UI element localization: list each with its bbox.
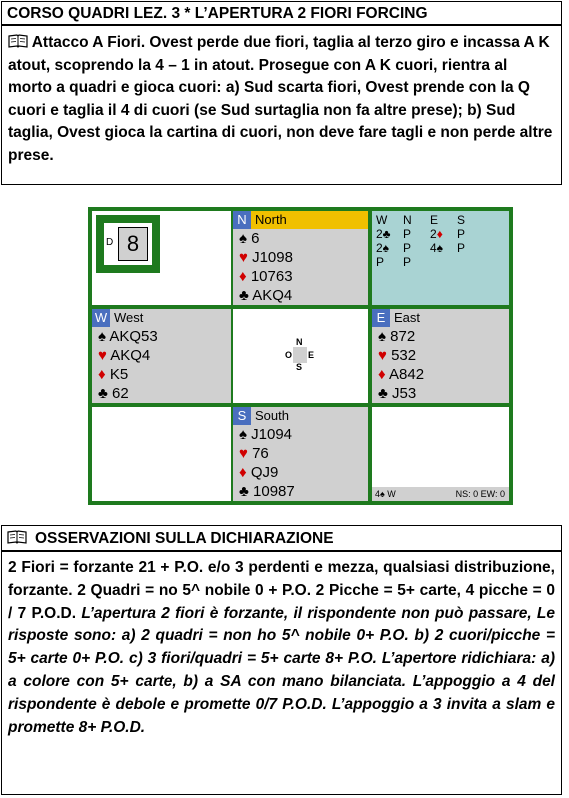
auction-call: P — [457, 227, 466, 241]
section-body-plain: 2 Fiori = forzante 21 + P.O. e/o 3 perdenti e mezza, qualsiasi distribuzione, forzante. 2 Quadri = no 5^ nobile 0 + P.O. 2 Picche = 5+ carte, 4 picche = 0 / 7 P.O.D. — [8, 559, 555, 622]
club-icon: ♣ — [378, 385, 388, 402]
west-hearts: AKQ4 — [110, 347, 151, 364]
north-hand — [233, 211, 368, 305]
section-body-italic: L’apertura 2 fiori è forzante, il rispondente non può passare, Le risposte sono: a) 2 quadri = non ho 5^ nobile 0+ P.O. b) 2 cuori/picche = 5+ carte 0+ P.O. c) 3 fiori/quadri = 5+ carte 8+ P.O. L’apertore ridichiara: a) a colore con 5+ carte, b) a SA con mano bilanciata. L’appoggio a 4 del rispondente è debole e promette 0/7 P.O.D. L’appoggio a 3 invita a slam e promette 8+ P.O.D. — [8, 604, 556, 736]
heart-icon: ♥ — [98, 347, 107, 364]
result-cell — [372, 407, 509, 501]
dealer-label: D — [106, 237, 114, 248]
auction-call: 4♠ — [430, 241, 444, 255]
auction-call — [430, 255, 457, 269]
board-number: 8 — [118, 227, 148, 261]
east-seat-badge: E — [372, 309, 390, 327]
vulnerability: NS: 0 EW: 0 — [455, 489, 505, 499]
north-hearts: J1098 — [252, 249, 293, 266]
empty-cell — [92, 407, 231, 501]
south-clubs: 10987 — [253, 483, 295, 500]
auction-call: P — [403, 227, 412, 241]
diamond-icon: ♦ — [378, 366, 386, 383]
compass-n: N — [296, 337, 303, 347]
auction-call — [457, 255, 484, 269]
auction-header: S — [457, 213, 466, 227]
auction-call: 2♦ — [430, 227, 443, 241]
diamond-icon: ♦ — [98, 366, 106, 383]
south-diamonds: QJ9 — [250, 464, 279, 481]
intro-paragraph — [1, 25, 562, 185]
club-icon: ♣ — [239, 483, 249, 500]
heart-icon: ♥ — [239, 445, 248, 462]
contract: 4♠ W — [375, 489, 396, 499]
bridge-deal-diagram — [88, 207, 513, 505]
east-name: East — [394, 310, 421, 325]
club-icon: ♣ — [239, 287, 249, 304]
south-hand — [233, 407, 368, 501]
east-hand — [372, 309, 509, 403]
north-diamonds: 10763 — [250, 268, 293, 285]
page-title: CORSO QUADRI LEZ. 3 * L’APERTURA 2 FIORI FORCING — [1, 1, 562, 25]
auction-call: P — [403, 241, 412, 255]
west-diamonds: K5 — [109, 366, 129, 383]
auction-call: 2♠ — [376, 241, 390, 255]
south-hearts: 76 — [252, 445, 269, 462]
east-diamonds: A842 — [389, 366, 425, 383]
auction-call: P — [457, 241, 466, 255]
compass-e: E — [308, 350, 315, 360]
east-clubs: J53 — [392, 385, 417, 402]
result-bar — [372, 487, 509, 501]
west-clubs: 62 — [112, 385, 129, 402]
diamond-icon: ♦ — [239, 464, 247, 481]
board-badge — [96, 215, 160, 273]
section-title-text: OSSERVAZIONI SULLA DICHIARAZIONE — [35, 530, 334, 547]
north-clubs: AKQ4 — [252, 287, 293, 304]
section-body — [1, 551, 562, 795]
auction-call: P — [403, 255, 412, 269]
north-seat-badge: N — [233, 211, 251, 229]
section-title — [1, 525, 562, 551]
auction-header: N — [403, 213, 412, 227]
club-icon: ♣ — [98, 385, 108, 402]
west-name: West — [114, 310, 144, 325]
open-book-icon — [7, 527, 27, 541]
intro-text: Attacco A Fiori. Ovest perde due fiori, taglia al terzo giro e incassa A K atout, scoprendo la 4 – 1 in atout. Prosegue con A K cuori, rientra al morto a quadri e gioca cuori: a) Sud scarta fiori, Ovest prende con la Q cuori e taglia il 4 di cuori (se Sud surtaglia non fa altre prese); b) Sud taglia, Ovest gioca la cartina di cuori, non deve fare tagli e non perde altre prese. — [8, 34, 553, 164]
auction-header: E — [430, 213, 439, 227]
south-name: South — [255, 408, 289, 423]
heart-icon: ♥ — [239, 249, 248, 266]
south-seat-badge: S — [233, 407, 251, 425]
east-hearts: 532 — [391, 347, 417, 364]
east-spades: 872 — [390, 328, 416, 345]
compass-o: O — [285, 350, 293, 360]
south-spades: J1094 — [251, 426, 293, 443]
west-hand — [92, 309, 231, 403]
heart-icon: ♥ — [378, 347, 387, 364]
auction-table — [376, 213, 484, 269]
diamond-icon: ♦ — [239, 268, 247, 285]
auction-header: W — [376, 213, 388, 227]
spade-icon: ♠ — [239, 426, 247, 443]
compass — [285, 337, 315, 373]
compass-s: S — [296, 362, 303, 372]
auction-box — [372, 211, 509, 305]
open-book-icon — [8, 33, 28, 47]
board-cell — [92, 211, 231, 305]
compass-cell — [233, 309, 368, 403]
west-spades: AKQ53 — [109, 328, 158, 345]
auction-call: 2♣ — [376, 227, 391, 241]
west-seat-badge: W — [92, 309, 110, 327]
north-spades: 6 — [251, 230, 260, 247]
spade-icon: ♠ — [98, 328, 106, 345]
north-name: North — [255, 212, 287, 227]
spade-icon: ♠ — [239, 230, 247, 247]
auction-call: P — [376, 255, 385, 269]
spade-icon: ♠ — [378, 328, 386, 345]
